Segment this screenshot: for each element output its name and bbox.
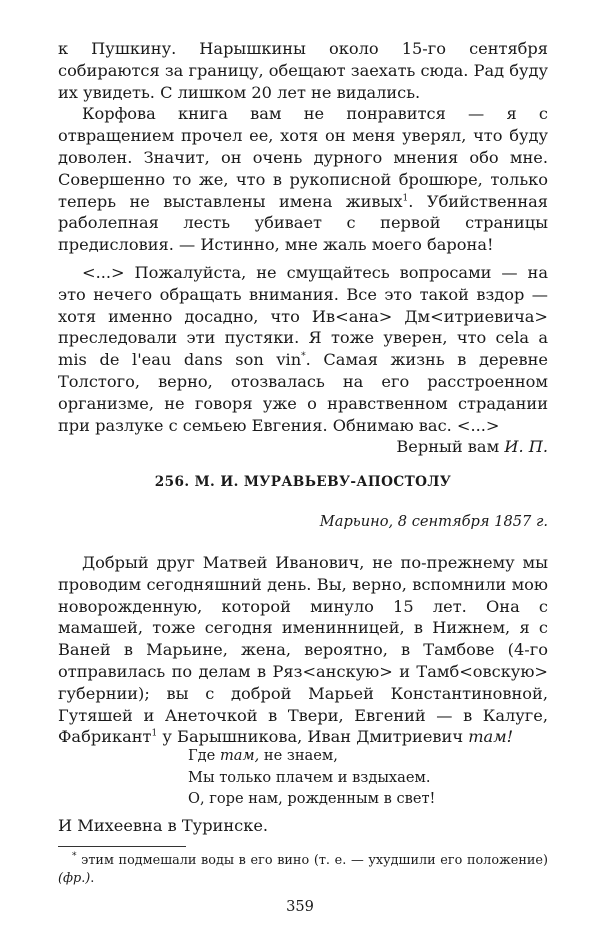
closing-line: И Михеевна в Туринске.	[58, 816, 269, 835]
paragraph: к Пушкину. Нарышкины около 15-го сентября собираются за границу, обещают заехать сюда. Рад буду их увидеть. С лишком 20 лет не видались.	[58, 39, 548, 102]
footnote: * этим подмешали воды в его вино (т. е. — ухудшили его положение) (фр.).	[58, 851, 548, 886]
letter-title: 256. М. И. МУРАВЬЕВУ-АПОСТОЛУ	[154, 474, 452, 490]
footnote-ref: 1	[151, 728, 158, 739]
letter-body	[58, 552, 548, 748]
letter-place-date: Марьино, 8 сентября 1857 г.	[319, 513, 548, 530]
footnote-divider	[58, 846, 186, 847]
signature: Верный вам И. П.	[396, 437, 548, 457]
paragraph: Корфова книга вам не понравится — я с отвращением прочел ее, хотя он меня уверял, что буду доволен. Значит, он очень дурного мнения обо мне. Совершенно то же, что в рукописной брошюре, только теперь не выставлены имена живых$^1$. Убийственная раболепная лесть убивает с первой страницы предисловия. — Истинно, мне жаль моего барона!	[58, 104, 548, 255]
footnote-ref: 1	[402, 193, 409, 204]
paragraph: <...> Пожалуйста, не смущайтесь вопросами — на это нечего обращать внимания. Все это такой вздор — хотя именно досадно, что Ив<ана> Дм<итриевича> преследовали эти пустяки. Я тоже уверен, что cela a mis de l'eau dans son vin*. Самая жизнь в деревне Толстого, верно, отозвалась на его расстроенном организме, не говоря уже о нравственном страдании при разлуке с семьею Евгения. Обнимаю вас. <...>	[58, 262, 548, 435]
page-number: 359	[286, 898, 314, 915]
poem-line: Мы только плачем и вздыхаем.	[188, 768, 431, 786]
poem-line: О, горе нам, рожденным в свет!	[188, 790, 436, 807]
previous-letter-text	[58, 38, 548, 458]
footnote-ref: *	[301, 351, 306, 362]
poem-line: Где там, не знаем,	[188, 747, 338, 764]
paragraph: Добрый друг Матвей Иванович, не по-прежнему мы проводим сегодняшний день. Вы, верно, вспомнили мою новорожденную, которой минуло 15 лет. Она с мамашей, тоже сегодня именинницей, в Нижнем, я с Ваней в Марьине, жена, вероятно, в Тамбове (4-го отправилась по делам в Ряз<анскую> и Тамб<овскую> губернии); вы с доброй Марьей Константиновной, Гутяшей и Анеточкой в Твери, Евгений — в Калуге, Фабрикант$^1$ у Барышникова, Иван Дмитриевич там!	[58, 553, 548, 747]
poem-quote	[188, 745, 435, 810]
